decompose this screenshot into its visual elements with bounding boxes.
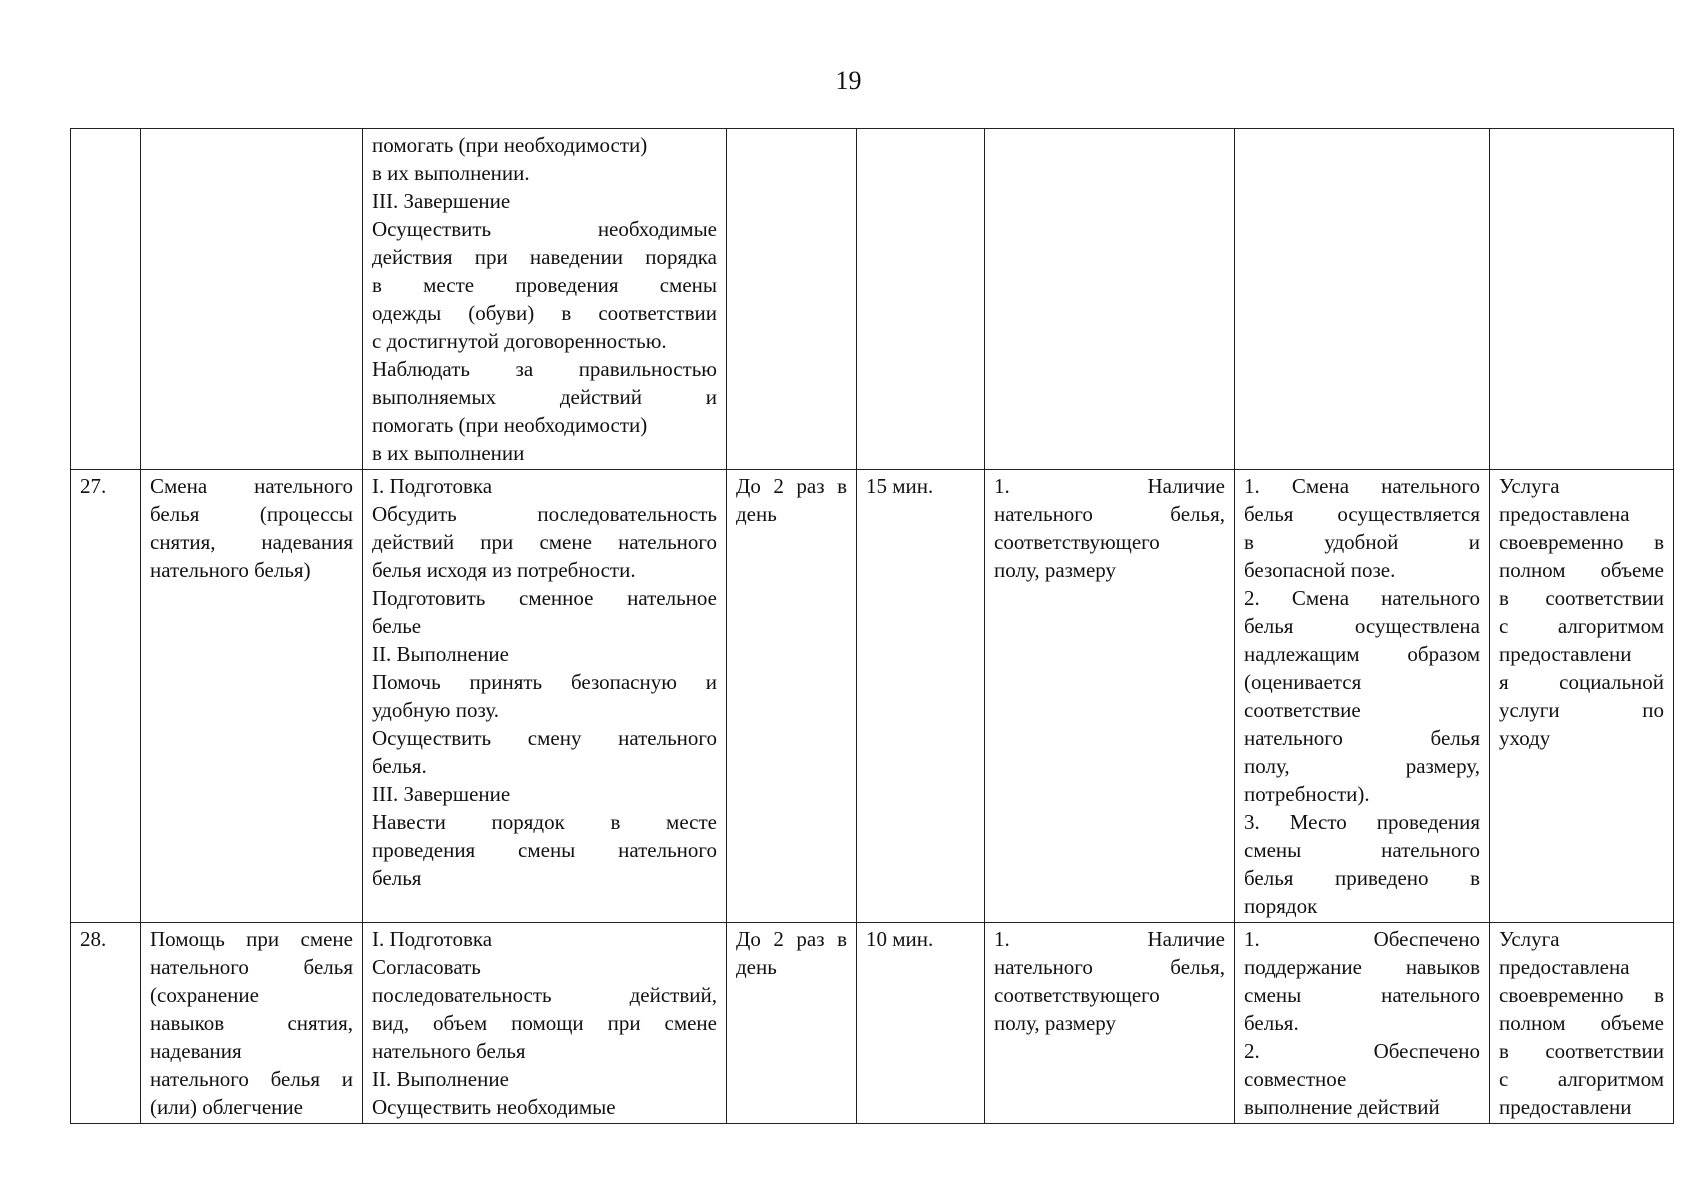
cell-line: 1. Наличие xyxy=(994,927,1225,951)
services-table xyxy=(70,128,1674,1124)
cell-line: нательного белья xyxy=(150,955,353,979)
cell-line: соответствие xyxy=(1244,698,1361,722)
cell-line: день xyxy=(736,502,777,526)
cell-line: 2. Смена нательного xyxy=(1244,586,1480,610)
cell-conditions xyxy=(985,470,1235,923)
cell-line: Наблюдать за правильностью xyxy=(372,357,717,381)
cell-line: нательного белья, xyxy=(994,955,1225,979)
cell-service-content xyxy=(363,923,727,1124)
cell-frequency xyxy=(727,470,857,923)
cell-line: Осуществить необходимые xyxy=(372,217,717,241)
cell-line: в их выполнении xyxy=(372,441,525,465)
cell-line: II. Выполнение xyxy=(372,1067,509,1091)
cell-line: Услуга xyxy=(1499,927,1560,951)
cell-line: с алгоритмом xyxy=(1499,614,1664,638)
cell-line: одежды (обуви) в соответствии xyxy=(372,301,717,325)
cell-line: 1. Наличие xyxy=(994,474,1225,498)
cell-line: выполняемых действий и xyxy=(372,385,717,409)
cell-line: снятия, надевания xyxy=(150,530,353,554)
cell-line: предоставлени xyxy=(1499,642,1632,666)
cell-line: полу, размеру xyxy=(994,558,1116,582)
cell-line: совместное xyxy=(1244,1067,1347,1091)
cell-line: 1. Обеспечено xyxy=(1244,927,1480,951)
cell-line: нательного белья) xyxy=(150,558,311,582)
cell-line: последовательность действий, xyxy=(372,983,717,1007)
cell-line: (сохранение xyxy=(150,983,259,1007)
cell-quality xyxy=(1235,129,1490,470)
cell-line: навыков снятия, xyxy=(150,1011,353,1035)
cell-line: нательного белья, xyxy=(994,502,1225,526)
table-row xyxy=(71,129,1674,470)
cell-line: порядок xyxy=(1244,894,1318,918)
cell-line: предоставлени xyxy=(1499,1095,1632,1119)
cell-line: I. Подготовка xyxy=(372,927,493,951)
cell-conditions xyxy=(985,129,1235,470)
cell-time: 10 мин. xyxy=(857,923,985,1124)
cell-service-name xyxy=(141,129,363,470)
cell-line: Помочь принять безопасную и xyxy=(372,670,717,694)
cell-service-name xyxy=(141,470,363,923)
cell-line: безопасной позе. xyxy=(1244,558,1396,582)
cell-line: вид, объем помощи при смене xyxy=(372,1011,717,1035)
cell-frequency xyxy=(727,129,857,470)
cell-line: помогать (при необходимости) xyxy=(372,413,648,437)
cell-line: Осуществить необходимые xyxy=(372,1095,616,1119)
cell-line: белья xyxy=(372,866,422,890)
cell-line: III. Завершение xyxy=(372,189,511,213)
cell-line: я социальной xyxy=(1499,670,1664,694)
cell-number xyxy=(71,129,141,470)
cell-line: белья. xyxy=(372,754,427,778)
cell-line: удобную позу. xyxy=(372,698,499,722)
cell-line: белье xyxy=(372,614,422,638)
cell-line: 3. Место проведения xyxy=(1244,810,1480,834)
cell-line: смены нательного xyxy=(1244,983,1480,1007)
cell-line: Согласовать xyxy=(372,955,481,979)
cell-line: белья исходя из потребности. xyxy=(372,558,636,582)
cell-time: 15 мин. xyxy=(857,470,985,923)
cell-line: поддержание навыков xyxy=(1244,955,1480,979)
cell-evaluation xyxy=(1490,129,1674,470)
cell-line: в соответствии xyxy=(1499,1039,1664,1063)
cell-line: Обсудить последовательность xyxy=(372,502,717,526)
cell-conditions xyxy=(985,923,1235,1124)
cell-service-content xyxy=(363,129,727,470)
cell-number: 28. xyxy=(71,923,141,1124)
cell-line: II. Выполнение xyxy=(372,642,509,666)
cell-line: соответствующего xyxy=(994,530,1160,554)
cell-service-name xyxy=(141,923,363,1124)
cell-quality xyxy=(1235,923,1490,1124)
cell-evaluation xyxy=(1490,923,1674,1124)
cell-line: с достигнутой договоренностью. xyxy=(372,329,667,353)
cell-line: в соответствии xyxy=(1499,586,1664,610)
cell-line: предоставлена xyxy=(1499,955,1630,979)
table-row xyxy=(71,923,1674,1124)
cell-frequency xyxy=(727,923,857,1124)
cell-line: в удобной и xyxy=(1244,530,1480,554)
cell-line: своевременно в xyxy=(1499,983,1664,1007)
cell-line: выполнение действий xyxy=(1244,1095,1440,1119)
cell-line: Навести порядок в месте xyxy=(372,810,717,834)
cell-line: соответствующего xyxy=(994,983,1160,1007)
cell-service-content xyxy=(363,470,727,923)
cell-line: До 2 раз в xyxy=(736,474,847,498)
cell-line: Подготовить сменное нательное xyxy=(372,586,717,610)
cell-line: помогать (при необходимости) xyxy=(372,133,648,157)
cell-line: I. Подготовка xyxy=(372,474,493,498)
cell-line: действия при наведении порядка xyxy=(372,245,717,269)
cell-line: услуги по xyxy=(1499,698,1664,722)
cell-line: (или) облегчение xyxy=(150,1095,303,1119)
cell-line: Осуществить смену нательного xyxy=(372,726,717,750)
cell-line: в месте проведения смены xyxy=(372,273,717,297)
cell-line: До 2 раз в xyxy=(736,927,847,951)
cell-line: действий при смене нательного xyxy=(372,530,717,554)
cell-line: уходу xyxy=(1499,726,1551,750)
cell-line: полу, размеру, xyxy=(1244,754,1480,778)
cell-number: 27. xyxy=(71,470,141,923)
cell-line: с алгоритмом xyxy=(1499,1067,1664,1091)
cell-time xyxy=(857,129,985,470)
cell-line: день xyxy=(736,955,777,979)
cell-line: (оценивается xyxy=(1244,670,1362,694)
cell-line: предоставлена xyxy=(1499,502,1630,526)
cell-line: надевания xyxy=(150,1039,242,1063)
cell-line: 2. Обеспечено xyxy=(1244,1039,1480,1063)
cell-line: полном объеме xyxy=(1499,558,1664,582)
page-number: 19 xyxy=(835,66,862,95)
cell-line: III. Завершение xyxy=(372,782,511,806)
cell-line: белья приведено в xyxy=(1244,866,1480,890)
cell-line: в их выполнении. xyxy=(372,161,530,185)
cell-line: белья (процессы xyxy=(150,502,353,526)
cell-evaluation xyxy=(1490,470,1674,923)
cell-line: проведения смены нательного xyxy=(372,838,717,862)
cell-line: потребности). xyxy=(1244,782,1370,806)
cell-line: нательного белья xyxy=(1244,726,1480,750)
cell-line: нательного белья xyxy=(372,1039,526,1063)
cell-quality xyxy=(1235,470,1490,923)
cell-line: белья осуществляется xyxy=(1244,502,1480,526)
cell-line: полу, размеру xyxy=(994,1011,1116,1035)
cell-line: смены нательного xyxy=(1244,838,1480,862)
cell-line: Смена нательного xyxy=(150,474,353,498)
cell-line: своевременно в xyxy=(1499,530,1664,554)
cell-line: 1. Смена нательного xyxy=(1244,474,1480,498)
cell-line: Услуга xyxy=(1499,474,1560,498)
cell-line: надлежащим образом xyxy=(1244,642,1480,666)
cell-line: нательного белья и xyxy=(150,1067,353,1091)
cell-line: белья. xyxy=(1244,1011,1299,1035)
cell-line: полном объеме xyxy=(1499,1011,1664,1035)
cell-line: Помощь при смене xyxy=(150,927,353,951)
cell-line: белья осуществлена xyxy=(1244,614,1480,638)
table-row xyxy=(71,470,1674,923)
